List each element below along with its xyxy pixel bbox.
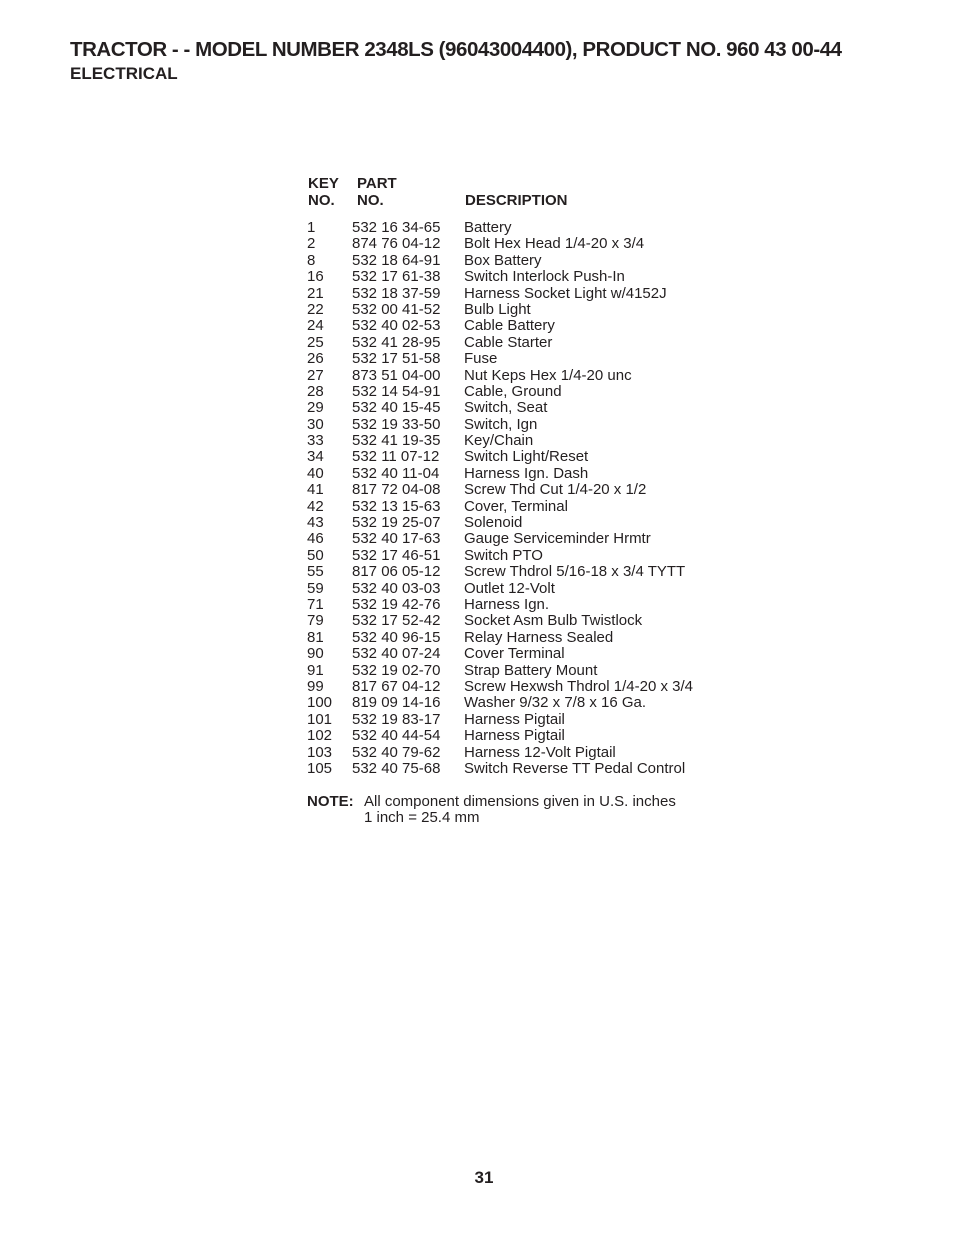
key-number: 16 (307, 268, 324, 286)
part-number: 532 40 17-63 (352, 530, 441, 548)
part-number: 532 40 79-62 (352, 743, 441, 761)
part-description: Relay Harness Sealed (464, 628, 614, 646)
part-description: Gauge Serviceminder Hrmtr (464, 530, 651, 548)
part-description: Harness Ign. (464, 595, 550, 613)
part-no-column-header (357, 176, 397, 209)
page-number: 31 (474, 1168, 494, 1187)
key-number: 21 (307, 284, 324, 302)
part-description: Screw Thdrol 5/16-18 x 3/4 TYTT (464, 563, 686, 581)
part-number: 817 67 04-12 (352, 677, 441, 695)
part-number: 532 13 15-63 (352, 497, 441, 515)
part-number: 532 00 41-52 (352, 300, 441, 318)
part-number: 532 14 54-91 (352, 382, 441, 400)
part-description: Key/Chain (464, 432, 534, 450)
part-number: 532 18 37-59 (352, 284, 441, 302)
part-description: Nut Keps Hex 1/4-20 unc (464, 366, 632, 384)
part-description: Cover Terminal (464, 645, 565, 663)
part-description: Switch Interlock Push-In (464, 268, 625, 286)
part-description: Washer 9/32 x 7/8 x 16 Ga. (464, 694, 647, 712)
key-number: 71 (307, 595, 324, 613)
key-number: 2 (307, 235, 316, 253)
part-number: 532 40 03-03 (352, 579, 441, 597)
part-description: Screw Hexwsh Thdrol 1/4-20 x 3/4 (464, 677, 693, 695)
note-line-2: 1 inch = 25.4 mm (364, 808, 480, 826)
part-description: Harness Ign. Dash (464, 464, 589, 482)
part-description: Cable Battery (464, 317, 555, 335)
key-number: 99 (307, 677, 324, 695)
section-subtitle: ELECTRICAL (70, 64, 178, 83)
part-description: Switch, Seat (464, 399, 548, 417)
part-number: 532 18 64-91 (352, 251, 441, 269)
part-description: Box Battery (464, 251, 542, 269)
part-number: 532 17 51-58 (352, 350, 441, 368)
part-number: 532 40 75-68 (352, 759, 441, 777)
key-number: 101 (307, 710, 333, 728)
part-description: Harness Pigtail (464, 710, 565, 728)
part-description: Cable, Ground (464, 382, 562, 400)
part-number: 819 09 14-16 (352, 694, 441, 712)
part-number: 532 17 52-42 (352, 612, 441, 630)
part-number: 532 11 07-12 (352, 448, 440, 466)
part-description: Strap Battery Mount (464, 661, 598, 679)
part-description: Harness 12-Volt Pigtail (464, 743, 616, 761)
key-number: 28 (307, 382, 324, 400)
part-number: 532 16 34-65 (352, 219, 441, 236)
part-number: 532 40 44-54 (352, 727, 441, 745)
key-number: 46 (307, 530, 324, 548)
part-number: 532 17 46-51 (352, 546, 441, 564)
key-number: 1 (307, 219, 316, 236)
key-number: 41 (307, 481, 324, 499)
part-number: 532 41 19-35 (352, 432, 441, 450)
part-description: Bolt Hex Head 1/4-20 x 3/4 (464, 235, 645, 253)
part-number: 532 40 11-04 (352, 464, 440, 482)
part-number: 817 72 04-08 (352, 481, 441, 499)
key-number: 102 (307, 727, 333, 745)
part-number: 532 19 33-50 (352, 415, 441, 433)
page-title: TRACTOR - - MODEL NUMBER 2348LS (96043004400), PRODUCT NO. 960 43 00-44 (70, 38, 842, 61)
part-number: 532 19 02-70 (352, 661, 441, 679)
key-number: 90 (307, 645, 324, 663)
note-label: NOTE: (307, 793, 354, 810)
key-no-column-header (308, 176, 339, 209)
key-number: 79 (307, 612, 324, 630)
key-number: 29 (307, 399, 324, 417)
key-number: 27 (307, 366, 324, 384)
part-description: Socket Asm Bulb Twistlock (464, 612, 643, 630)
part-description: Switch Reverse TT Pedal Control (464, 759, 686, 777)
part-description: Fuse (464, 350, 498, 368)
key-number: 42 (307, 497, 324, 515)
key-number: 91 (307, 661, 324, 679)
key-number: 55 (307, 563, 324, 581)
key-number: 100 (307, 694, 333, 712)
key-number: 33 (307, 432, 324, 450)
part-description: Switch, Ign (464, 415, 538, 433)
key-number: 24 (307, 317, 324, 335)
part-description: Cover, Terminal (464, 497, 568, 515)
part-header-line1: PART (357, 175, 397, 192)
key-number: 30 (307, 415, 324, 433)
part-number: 532 19 83-17 (352, 710, 441, 728)
part-description: Battery (464, 219, 512, 236)
part-header-line2: NO. (357, 191, 384, 209)
part-description: Switch PTO (464, 546, 543, 564)
key-number: 50 (307, 546, 324, 564)
key-header-line1: KEY (308, 175, 339, 192)
key-number: 105 (307, 759, 333, 777)
part-number: 532 40 07-24 (352, 645, 441, 663)
part-number: 532 17 61-38 (352, 268, 441, 286)
part-number: 532 19 42-76 (352, 595, 441, 613)
part-description: Bulb Light (464, 300, 531, 318)
part-number: 874 76 04-12 (352, 235, 441, 253)
part-number: 532 40 02-53 (352, 317, 441, 335)
part-description: Harness Pigtail (464, 727, 565, 745)
part-description: Switch Light/Reset (464, 448, 589, 466)
note-line-1: All component dimensions given in U.S. inches (364, 793, 676, 810)
part-description: Harness Socket Light w/4152J (464, 284, 667, 302)
key-number: 59 (307, 579, 324, 597)
part-description: Solenoid (464, 514, 523, 532)
part-description: Screw Thd Cut 1/4-20 x 1/2 (464, 481, 647, 499)
part-description: Outlet 12-Volt (464, 579, 555, 597)
key-header-line2: NO. (308, 191, 335, 209)
part-number: 532 41 28-95 (352, 333, 441, 351)
key-number: 43 (307, 514, 324, 532)
part-number: 873 51 04-00 (352, 366, 441, 384)
part-number: 532 40 15-45 (352, 399, 441, 417)
key-number: 8 (307, 251, 316, 269)
part-number: 532 19 25-07 (352, 514, 441, 532)
part-description: Cable Starter (464, 333, 553, 351)
key-number: 103 (307, 743, 333, 761)
key-number: 40 (307, 464, 324, 482)
key-number: 34 (307, 448, 324, 466)
description-column-header: DESCRIPTION (465, 191, 568, 209)
key-number: 81 (307, 628, 324, 646)
part-number: 532 40 96-15 (352, 628, 441, 646)
key-number: 26 (307, 350, 324, 368)
key-number: 22 (307, 300, 324, 318)
key-number: 25 (307, 333, 324, 351)
part-number: 817 06 05-12 (352, 563, 441, 581)
